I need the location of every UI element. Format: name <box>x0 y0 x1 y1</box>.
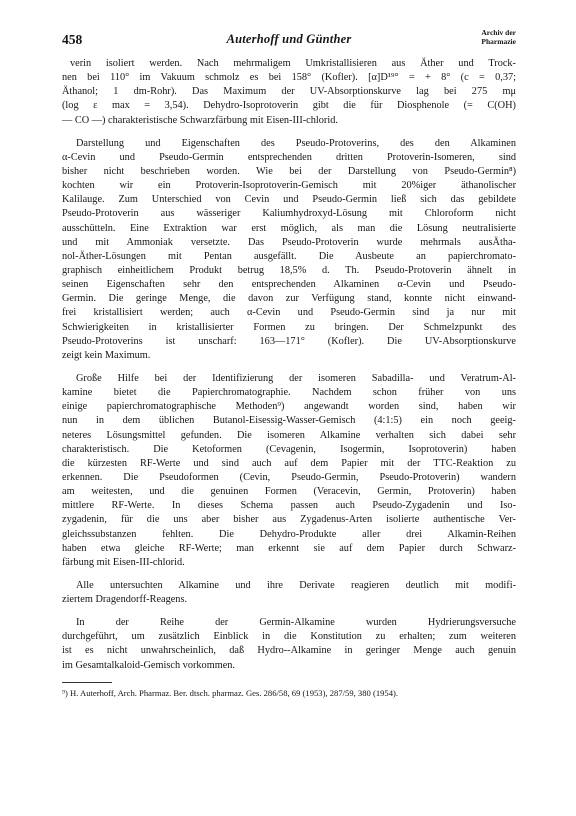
text-line: zygadenin, für die uns aber bisher aus Zygadenus-Arten isolierte authentische Ver- <box>62 514 516 526</box>
text-line: durchgeführt, um zusätzlich Einblick in die Konstitution zu erhalten; zum weiteren <box>62 631 516 643</box>
text-line: In der Reihe der Germin-Alkamine wurden Hydrierungsversuche <box>76 617 516 629</box>
text-line: Große Hilfe bei der Identifizierung der isomeren Sabadilla- und Veratrum-Al- <box>76 372 516 384</box>
text-line: ausschütteln. Eine Extraktion war erst möglich, als man die Lösung neutralisierte <box>62 222 516 234</box>
text-line: kochten wir ein Protoverin-Isoprotoverin-Gemisch mit 20%iger äthanolischer <box>62 180 516 192</box>
text-line: Darstellung und Eigenschaften des Pseudo-Protoverins, des den Alkaminen <box>76 137 516 149</box>
text-line: seinen Eigenschaften sehr den entsprechenden Alkaminen α-Cevin und Pseudo- <box>62 279 516 291</box>
paragraph-dragendorff <box>62 579 516 607</box>
journal-name <box>481 28 516 46</box>
text-line: erkennen. Die Pseudoformen (Cevin, Pseudo-Germin, Pseudo-Protoverin) wandern <box>62 471 516 483</box>
text-line: ist es nicht unwahrscheinlich, daß Hydro--Alkamine in geringer Menge auch genuin <box>62 645 516 657</box>
running-head: Auterhoff und Günther <box>226 32 352 46</box>
text-line: (log ε max = 3,54). Dehydro-Isoprotoverin gibt die für Diosphenole (= C(OH) <box>62 100 516 112</box>
text-line: Pseudo-Protoverins ist unscharf: 163—171° (Kofler). Die UV-Absorptionskurve <box>62 335 516 347</box>
text-line: Äthanol; 1 dm-Rohr). Das Maximum der UV-Absorptionskurve lag bei 275 mμ <box>62 86 516 98</box>
text-line: α-Cevin und Pseudo-Germin entsprechenden dritten Protoverin-Isomeren, sind <box>62 151 516 163</box>
text-line: Kalilauge. Zum Unterschied von Cevin und Pseudo-Germin ließ sich das gebildete <box>62 194 516 206</box>
text-line: nun in dem üblichen Butanol-Eisessig-Wasser-Gemisch (4:1:5) ein noch geeig- <box>62 415 516 427</box>
text-line: Alle untersuchten Alkamine und ihre Derivate reagieren deutlich mit modifi- <box>76 579 516 591</box>
text-line: Pseudo-Protoverin aus wässeriger Kaliumhydroxyd-Lösung mit Chloroform nicht <box>62 208 516 220</box>
text-line: färbung mit Eisen-III-chlorid. <box>62 556 185 568</box>
text-line: gleichssubstanzen fehlten. Die Dehydro-Produkte aller drei Alkamin-Reihen <box>62 528 516 540</box>
text-line: ziertem Dragendorff-Reagens. <box>62 594 188 606</box>
text-line: und mit Ammoniak versetzte. Das Pseudo-Protoverin wurde mehrmals ausÄtha- <box>62 236 516 248</box>
text-line: mittlere RF-Werte. In dieses Schema passen auch Pseudo-Zygadenin und Iso- <box>62 500 516 512</box>
paragraph-papierchromatographie <box>62 372 516 570</box>
text-line: Germin. Die geringe Menge, die davon zur Verfügung stand, konnte nicht einwand- <box>62 293 516 305</box>
text-line: charakteristisch. Die Ketoformen (Cevagenin, Isogermin, Isoprotoverin) haben <box>62 443 516 455</box>
text-line: die kürzesten RF-Werte und sind auch auf dem Papier mit der TTC-Reaktion zu <box>62 457 516 469</box>
text-line: nol-Äther-Lösungen mit Pentan ausgefällt. Die Ausbeute an papierchromato- <box>62 250 516 262</box>
text-line: einige papierchromatographische Methoden⁹) angewandt worden sind, haben wir <box>62 401 516 413</box>
text-line: bisher nicht beschrieben worden. Wie bei der Darstellung von Pseudo-Germin⁸) <box>62 165 516 177</box>
text-line: im Gesamtalkaloid-Gemisch vorkommen. <box>62 659 236 671</box>
text-line: verin isoliert werden. Nach mehrmaligem Umkristallisieren aus Äther und Trock- <box>70 58 516 69</box>
text-line: kamine bietet die Papierchromatographie. Nachdem schon früher von uns <box>62 387 516 399</box>
body-text <box>62 57 516 699</box>
text-line: nen bei 110° im Vakuum schmolz es bei 158° (Kofler). [α]D¹⁹° = + 8° (c = 0,37; <box>62 72 516 84</box>
text-line: frei kristallisiert werden; auch α-Cevin und Pseudo-Germin sind ja nur mit <box>62 307 516 319</box>
text-line: — CO —) charakteristische Schwarzfärbung mit Eisen-III-chlorid. <box>62 114 338 126</box>
text-line: graphisch einheitlichem Produkt betrug 18,5% d. Th. Pseudo-Protoverin ähnelt in <box>62 264 516 276</box>
page-header <box>62 30 516 52</box>
text-line: haben etwa gleiche RF-Werte; man erkennt sie auf dem Papier durch Schwarz- <box>62 542 516 554</box>
paragraph-dehydro-isoprotoverin <box>62 57 516 128</box>
text-line: am weitesten, und die genuinen Formen (Veracevin, Germin, Protoverin) haben <box>62 486 516 498</box>
paragraph-hydrierung <box>62 616 516 673</box>
footnote-divider <box>62 682 112 683</box>
page-number: 458 <box>62 32 83 47</box>
text-line: zeigt kein Maximum. <box>62 349 151 361</box>
text-line: Schwierigkeiten in kristallisierter Formen zu bringen. Der Schmelzpunkt des <box>62 321 516 333</box>
text-line: neteres Lösungsmittel gefunden. Die isomeren Alkamine verhalten sich dabei sehr <box>62 429 516 441</box>
journal-line-1: Archiv der <box>481 28 516 37</box>
footnote: ⁹) H. Auterhoff, Arch. Pharmaz. Ber. dtsch. pharmaz. Ges. 286/58, 69 (1953), 287/59, 380 (1954). <box>62 687 399 698</box>
paragraph-pseudo-protoverin <box>62 137 516 363</box>
journal-line-2: Pharmazie <box>481 37 516 46</box>
